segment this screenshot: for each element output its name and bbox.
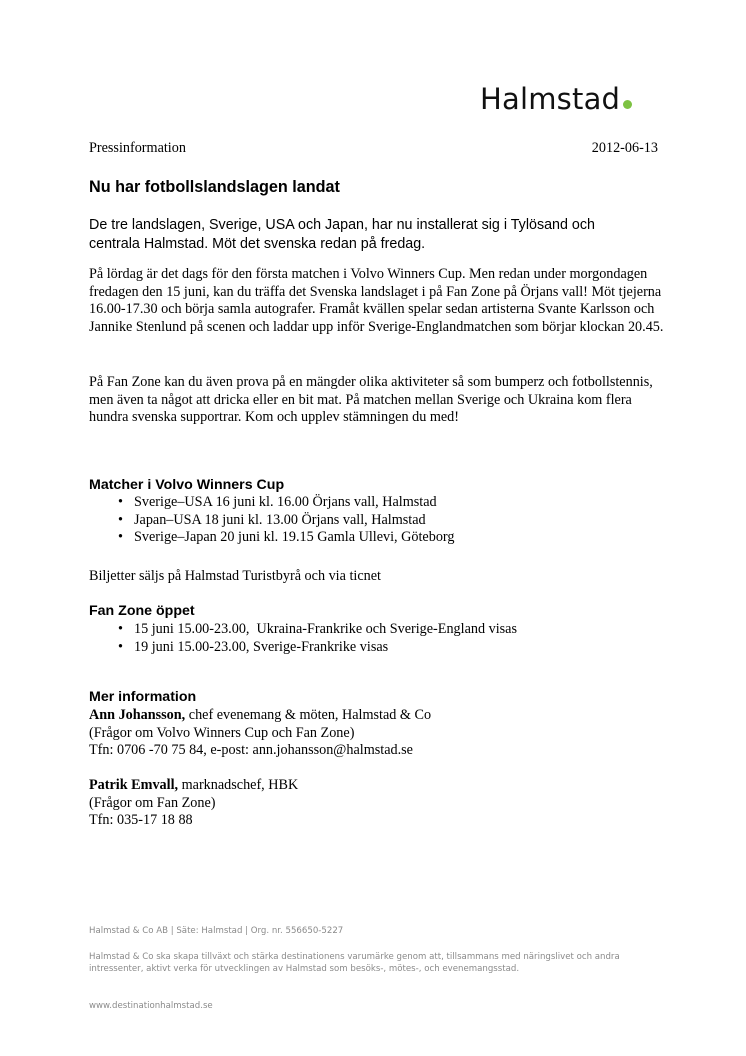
footer-website-link[interactable]: www.destinationhalmstad.se xyxy=(89,1001,213,1011)
list-item xyxy=(118,512,454,530)
bullet-icon: • xyxy=(118,511,123,528)
bullet-icon: • xyxy=(118,494,123,510)
match-text: Japan–USA 18 juni kl. 13.00 Örjans vall, Halmstad xyxy=(134,511,426,528)
press-date: 2012-06-13 xyxy=(591,140,658,156)
contact-role: marknadschef, HBK xyxy=(178,777,299,793)
match-text: Sverige–Japan 20 juni kl. 19.15 Gamla Ullevi, Göteborg xyxy=(134,529,455,545)
fanzone-text: 15 juni 15.00-23.00, Ukraina-Frankrike och Sverige-England visas xyxy=(134,621,517,637)
lead-paragraph: De tre landslagen, Sverige, USA och Japan, har nu installerat sig i Tylösand och centrala Halmstad. Möt det svenska redan på fredag. xyxy=(89,217,595,252)
bullet-icon: • xyxy=(118,621,123,637)
fanzone-list xyxy=(118,621,517,656)
logo-text: Halmstad xyxy=(480,82,621,116)
body-paragraph-2: På Fan Zone kan du även prova på en mängder olika aktiviteter så som bumperz och fotbollstennis, men även ta något att dricka eller en bit mat. På matchen mellan Sverige och Ukraina kom flera hundra svenska supportrar. Kom och upplev stämningen du med! xyxy=(89,374,653,425)
contact-note: (Frågor om Volvo Winners Cup och Fan Zone) xyxy=(89,724,355,741)
fanzone-heading: Fan Zone öppet xyxy=(89,603,195,619)
contact-phone: Tfn: 035-17 18 88 xyxy=(89,812,193,828)
list-item xyxy=(118,639,517,657)
list-item xyxy=(118,529,454,547)
body-paragraph-1: På lördag är det dags för den första matchen i Volvo Winners Cup. Men redan under morgondagen fredagen den 15 juni, kan du träffa det Svenska landslaget i på Fan Zone på Örjans vall! Möt tjejerna 16.00-17.30 och börja samla autografer. Framåt kvällen spelar sedan artisterna Svante Karlsson och Jannike Stenlund på scenen och laddar upp inför Sverige-Englandmatchen som börjar klockan 20.45. xyxy=(89,266,664,335)
contact-note: (Frågor om Fan Zone) xyxy=(89,794,216,811)
logo-dot-icon xyxy=(623,100,632,109)
page-title: Nu har fotbollslandslagen landat xyxy=(89,178,340,196)
fanzone-text: 19 juni 15.00-23.00, Sverige-Frankrike visas xyxy=(134,638,389,655)
more-info-heading: Mer information xyxy=(89,689,197,705)
contact-role: chef evenemang & möten, Halmstad & Co xyxy=(185,707,432,723)
tickets-info: Biljetter säljs på Halmstad Turistbyrå och via ticnet xyxy=(89,568,381,584)
match-text: Sverige–USA 16 juni kl. 16.00 Örjans vall, Halmstad xyxy=(134,494,437,510)
press-label: Pressinformation xyxy=(89,140,186,156)
halmstad-logo xyxy=(480,82,632,116)
matches-list xyxy=(118,494,454,547)
bullet-icon: • xyxy=(118,529,123,545)
bullet-icon: • xyxy=(118,638,123,655)
contact-block xyxy=(89,707,431,760)
footer-mission: Halmstad & Co ska skapa tillväxt och stärka destinationens varumärke genom att, tillsammans med näringslivet och andra intressenter, aktivt verka för utvecklingen av Halmstad som besöks-, mötes-, och evenemangsstad. xyxy=(89,952,620,974)
contact-name: Ann Johansson, xyxy=(89,707,186,723)
list-item xyxy=(118,494,454,512)
footer-company: Halmstad & Co AB | Säte: Halmstad | Org. nr. 556650-5227 xyxy=(89,926,344,936)
contact-name: Patrik Emvall, xyxy=(89,777,179,793)
contact-phone: Tfn: 0706 -70 75 84, e-post: ann.johansson@halmstad.se xyxy=(89,742,413,758)
matches-heading: Matcher i Volvo Winners Cup xyxy=(89,477,285,493)
contact-block xyxy=(89,777,298,830)
list-item xyxy=(118,621,517,639)
